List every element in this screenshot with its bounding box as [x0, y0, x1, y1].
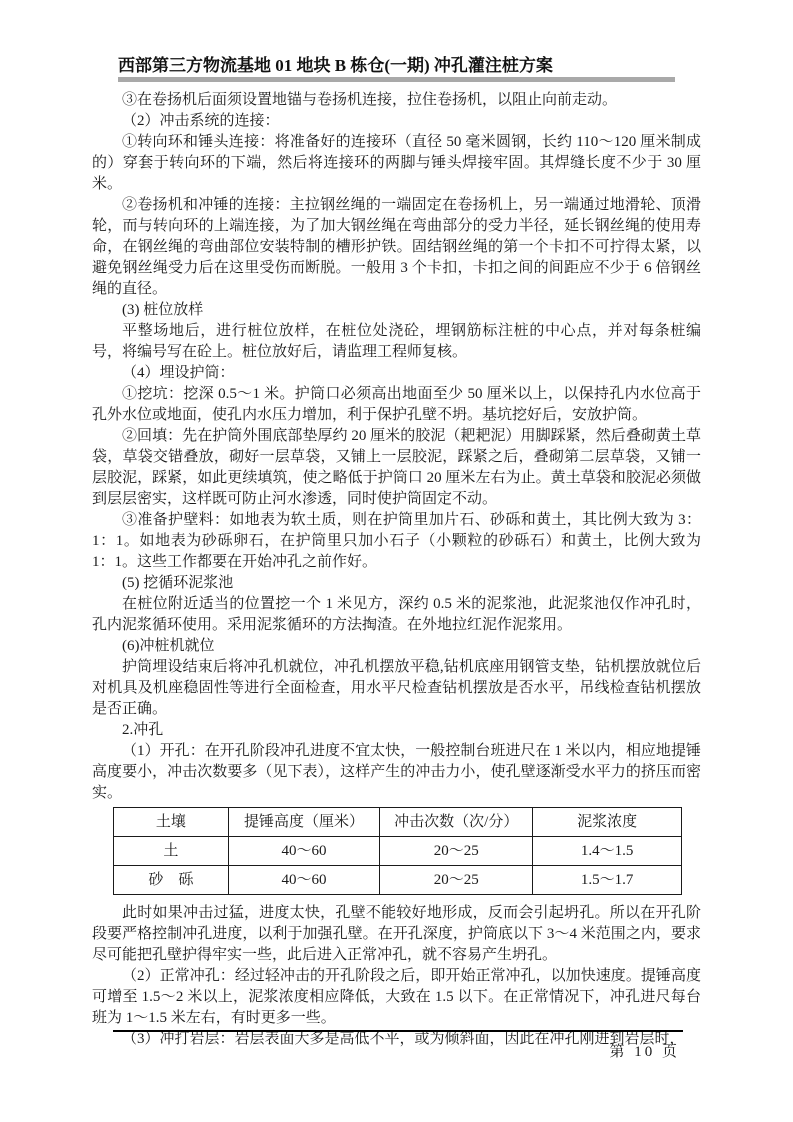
section-heading: 2.冲孔 — [122, 722, 164, 738]
table-cell: 土 — [114, 837, 229, 866]
paragraph: 护筒埋设结束后将冲孔机就位，冲孔机摆放平稳,钻机底座用钢管支垫，钻机摆放就位后对机具及机座稳固性等进行全面检查，用水平尺检查钻机摆放是否水平，吊线检查钻机摆放是否正确。 — [92, 659, 701, 717]
table-cell: 砂 砾 — [114, 866, 229, 895]
table-header-row — [114, 808, 682, 837]
paragraph: ③在卷扬机后面须设置地锚与卷扬机连接，拉住卷扬机，以阻止向前走动。 — [122, 92, 618, 108]
paragraph: 平整场地后，进行桩位放样，在桩位处浇砼，埋钢筋标注桩的中心点，并对每条桩编号，将编号写在砼上。桩位放好后，请监理工程师复核。 — [92, 323, 701, 360]
paragraph: ③准备护壁料：如地表为软土质，则在护筒里加片石、砂砾和黄土，其比例大致为 3：1：1。如地表为砂砾卵石，在护筒里只加小石子（小颗粒的砂砾石）和黄土，比例大致为 1：1。这些工作都要在开始冲孔之前作好。 — [92, 512, 701, 570]
paragraph: 此时如果冲击过猛，进度太快，孔壁不能较好地形成，反而会引起坍孔。所以在开孔阶段要严格控制冲孔进度，以利于加强孔壁。在开孔深度，护筒底以下 3～4 米范围之内，要求尽可能把孔壁护得牢实一些，此后进入正常冲孔，就不容易产生坍孔。 — [92, 905, 701, 963]
table-row — [114, 866, 682, 895]
table-cell: 20～25 — [380, 866, 533, 895]
table-header-cell: 冲击次数（次/分） — [380, 808, 533, 837]
table-header-cell: 土壤 — [114, 808, 229, 837]
table-cell: 1.5～1.7 — [533, 866, 682, 895]
paragraph: ①挖坑：挖深 0.5～1 米。护筒口必须高出地面至少 50 厘米以上，以保持孔内水位高于孔外水位或地面，使孔内水压力增加，利于保护孔壁不坍。基坑挖好后，安放护筒。 — [92, 386, 701, 423]
section-heading: (5) 挖循环泥浆池 — [122, 575, 234, 591]
paragraph: ①转向环和锤头连接：将准备好的连接环（直径 50 毫米圆钢，长约 110～120 厘米制成的）穿套于转向环的下端，然后将连接环的两脚与锤头焊接牢固。其焊缝长度不少于 30 厘米。 — [92, 134, 701, 192]
table-cell: 20～25 — [380, 837, 533, 866]
table-row — [114, 837, 682, 866]
footer-rule — [113, 1030, 683, 1032]
section-heading: （4）埋设护筒： — [122, 365, 235, 381]
paragraph: （2）正常冲孔：经过轻冲击的开孔阶段之后，即开始正常冲孔，以加快速度。提锤高度可增至 1.5～2 米以上，泥浆浓度相应降低，大致在 1.5 以下。在正常情况下，冲孔进尺每台班为 1～1.5 米左右，有时更多一些。 — [92, 968, 701, 1026]
paragraph: 在桩位附近适当的位置挖一个 1 米见方，深约 0.5 米的泥浆池，此泥浆池仅作冲孔时，孔内泥浆循环使用。采用泥浆循环的方法掏渣。在外地拉红泥作泥浆用。 — [92, 596, 701, 633]
header-rule — [118, 77, 675, 82]
paragraph: ②卷扬机和冲锤的连接：主拉钢丝绳的一端固定在卷扬机上，另一端通过地滑轮、顶滑轮，而与转向环的上端连接，为了加大钢丝绳在弯曲部分的受力半径，延长钢丝绳的使用寿命，在钢丝绳的弯曲部位安装特制的槽形护铁。固结钢丝绳的第一个卡扣不可拧得太紧，以避免钢丝绳受力后在这里受伤而断脱。一般用 3 个卡扣，卡扣之间的间距应不少于 6 倍钢丝绳的直径。 — [92, 197, 701, 297]
page-number: 第 10 页 — [609, 1044, 680, 1060]
section-heading: (3) 桩位放样 — [122, 302, 204, 318]
drilling-parameters-table — [113, 807, 682, 895]
section-heading: (6)冲桩机就位 — [122, 638, 215, 654]
paragraph: ②回填：先在护筒外围底部垫厚约 20 厘米的胶泥（耙耙泥）用脚踩紧，然后叠砌黄土草袋，草袋交错叠放，砌好一层草袋，又铺上一层胶泥，踩紧之后，叠砌第二层草袋，又铺一层胶泥，踩紧，如此更续填筑，使之略低于护筒口 20 厘米左右为止。黄土草袋和胶泥必须做到层层密实，这样既可防止河水渗透，同时使护筒固定不动。 — [92, 428, 701, 507]
document-body — [92, 90, 701, 1050]
paragraph: （3）冲打岩层：岩层表面大多是高低不平，或为倾斜面，因此在冲孔刚进到岩层时， — [122, 1031, 685, 1047]
paragraph: （2）冲击系统的连接： — [122, 113, 280, 129]
table-header-cell: 泥浆浓度 — [533, 808, 682, 837]
document-header-title: 西部第三方物流基地 01 地块 B 栋仓(一期) 冲孔灌注桩方案 — [118, 56, 553, 75]
paragraph: （1）开孔：在开孔阶段冲孔进度不宜太快，一般控制台班进尺在 1 米以内，相应地提锤高度要小，冲击次数要多（见下表），这样产生的冲击力小，使孔壁逐渐受水平力的挤压而密实。 — [92, 743, 701, 801]
table-header-cell: 提锤高度（厘米） — [228, 808, 380, 837]
table-cell: 40～60 — [228, 837, 380, 866]
table-cell: 40～60 — [228, 866, 380, 895]
table-cell: 1.4～1.5 — [533, 837, 682, 866]
